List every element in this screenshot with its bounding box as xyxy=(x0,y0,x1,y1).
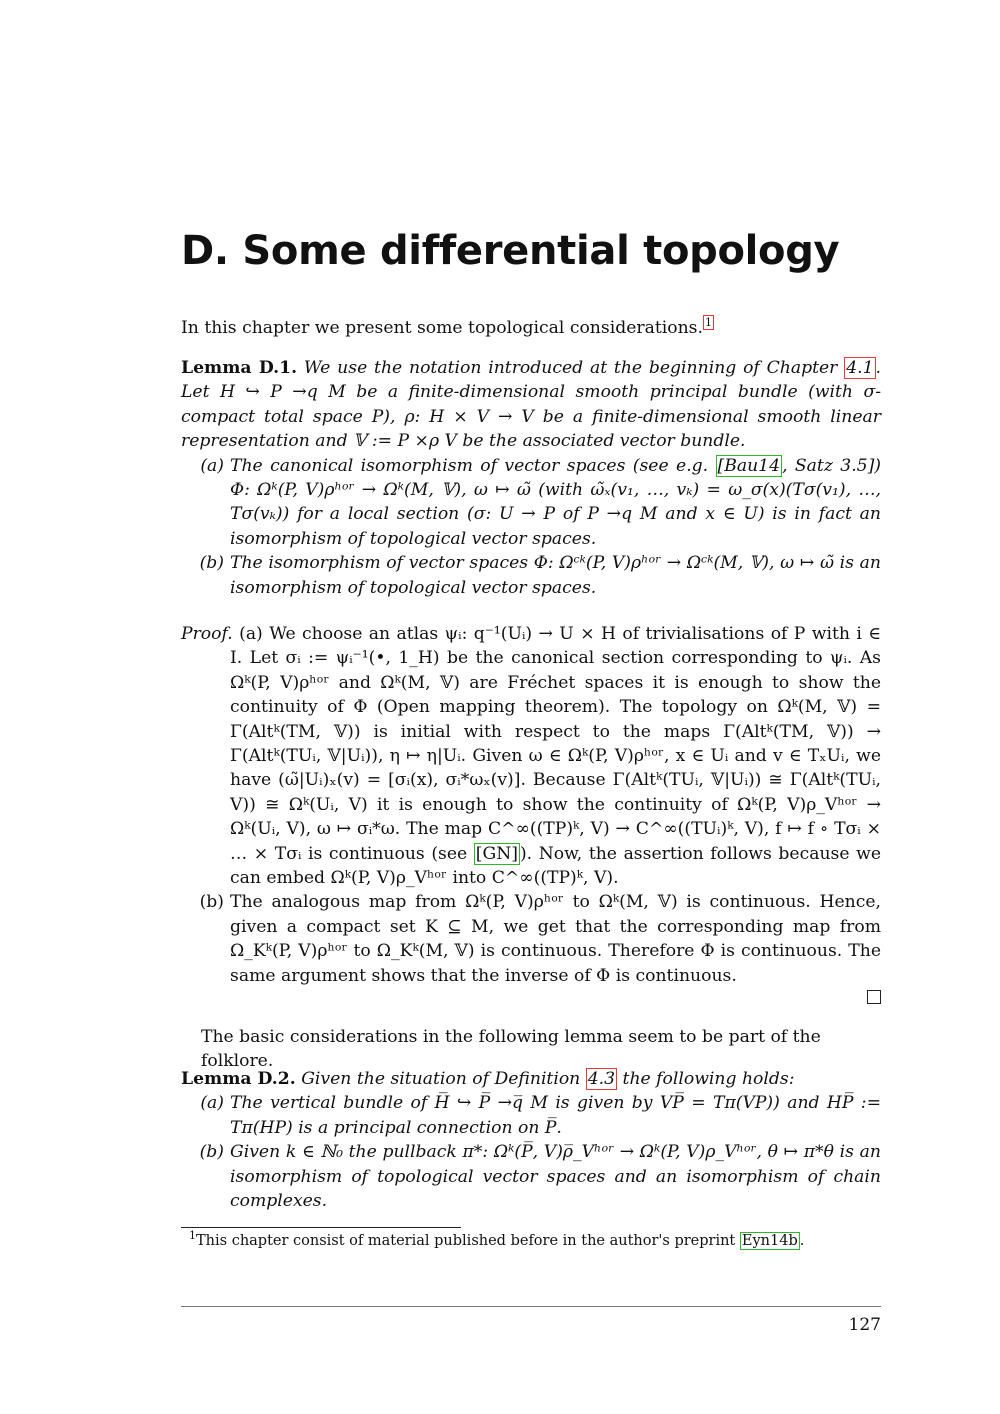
citation-gn-link[interactable]: [GN] xyxy=(475,843,518,864)
lemma-d1-item-b-text: The isomorphism of vector spaces Φ: Ωᶜᵏ(P, V)ρʰᵒʳ → Ωᶜᵏ(M, 𝕍), ω ↦ ω̃ is an isomorphism of topological vector spaces. xyxy=(230,553,881,598)
lemma-d2-item-b-text: Given k ∈ ℕ₀ the pullback π*: Ωᵏ(P̅, V)ρ̅_Vʰᵒʳ → Ωᵏ(P, V)ρ_Vʰᵒʳ, θ ↦ π*θ is an isomorphism of topological vector spaces and an isomorphism of chain complexes. xyxy=(230,1142,881,1212)
citation-eyn14b-link[interactable]: Eyn14b xyxy=(741,1233,798,1249)
definition-ref-link[interactable]: 4.3 xyxy=(587,1069,616,1089)
intro-text: In this chapter we present some topological considerations. xyxy=(181,318,703,338)
citation-bau14-link[interactable]: [Bau14 xyxy=(717,455,781,476)
proof-item-b-text: The analogous map from Ωᵏ(P, V)ρʰᵒʳ to Ωᵏ(M, 𝕍) is continuous. Hence, given a compact set K ⊆ M, we get that the corresponding map from Ω_Kᵏ(P, V)ρʰᵒʳ to Ω_Kᵏ(M, 𝕍) is continuous. Therefore Φ is continuous. The same argument shows that the inverse of Φ is continuous. xyxy=(230,892,881,986)
proof-heading: Proof. xyxy=(181,624,233,644)
lemma-d1-statement xyxy=(181,356,881,454)
footnote-text: This chapter consist of material published before in the author's preprint xyxy=(196,1233,736,1249)
chapter-title: D. Some differential topology xyxy=(181,228,840,274)
qed-symbol xyxy=(867,990,881,1004)
item-label: (a) xyxy=(200,455,224,476)
proof-item-a-label: (a) xyxy=(239,624,263,644)
footnote-rule xyxy=(181,1227,461,1228)
lemma-d2-body: Given the situation of Definition xyxy=(301,1069,581,1089)
proof-item-a-text: We choose an atlas ψᵢ: q⁻¹(Uᵢ) → U × H of trivialisations of P with i ∈ I. Let σᵢ := ψᵢ⁻¹(•, 1_H) be the canonical section corresponding to ψᵢ. As Ωᵏ(P, V)ρʰᵒʳ and Ωᵏ(M, 𝕍) are Fréchet spaces it is enough to show the continuity of Φ (Open mapping theorem). The topology on Ωᵏ(M, 𝕍) = Γ(Altᵏ(TM, 𝕍)) is initial with respect to the maps Γ(Altᵏ(TM, 𝕍)) → Γ(Altᵏ(TUᵢ, 𝕍|Uᵢ)), η ↦ η|Uᵢ. Given ω ∈ Ωᵏ(P, V)ρʰᵒʳ, x ∈ Uᵢ and v ∈ TₓUᵢ, we have (ω̃|Uᵢ)ₓ(v) = [σᵢ(x), σᵢ*ωₓ(v)]. Because Γ(Altᵏ(TUᵢ, 𝕍|Uᵢ)) ≅ Γ(Altᵏ(TUᵢ, V)) ≅ Ωᵏ(Uᵢ, V) it is enough to show the continuity of Ωᵏ(P, V)ρ_Vʰᵒʳ → Ωᵏ(Uᵢ, V), ω ↦ σᵢ*ω. The map C^∞((TP)ᵏ, V) → C^∞((TUᵢ)ᵏ, V), f ↦ f ∘ Tσᵢ × … × Tσᵢ is continuous (see xyxy=(230,624,881,864)
lemma-d2-body-cont: the following holds: xyxy=(622,1069,795,1089)
item-label: (b) xyxy=(199,553,224,574)
item-label: (b) xyxy=(199,892,224,913)
lemma-d1-heading: Lemma D.1. xyxy=(181,358,298,378)
footnote xyxy=(189,1231,881,1251)
footer-rule xyxy=(181,1306,881,1307)
proof xyxy=(181,622,881,988)
item-label: (a) xyxy=(200,1093,224,1114)
footnote-mark: 1 xyxy=(189,1229,196,1243)
lemma-d2-heading: Lemma D.2. xyxy=(181,1069,296,1089)
lemma-d1-item-b xyxy=(181,551,881,600)
intro-paragraph xyxy=(181,316,881,340)
lemma-d1-item-a xyxy=(181,454,881,552)
proof-item-b xyxy=(181,890,881,988)
lemma-d2-statement xyxy=(181,1067,881,1091)
lemma-d2-item-a xyxy=(181,1091,881,1140)
item-label: (b) xyxy=(199,1142,224,1163)
chapter-ref-link[interactable]: 4.1 xyxy=(846,358,874,378)
folklore-sentence: The basic considerations in the following lemma seem to be part of the folklore. xyxy=(201,1027,821,1071)
lemma-d1 xyxy=(181,356,881,600)
proof-item-a-text-cont: ). Now, the assertion follows because we can embed Ωᵏ(P, V)ρ_Vʰᵒʳ into C^∞((TP)ᵏ, V). xyxy=(230,843,881,889)
lemma-d1-body-cont: . Let H ↪ P →q M be a finite-dimensional smooth principal bundle (with σ-compact total space P), ρ: H × V → V be a finite-dimensional smooth linear representation and 𝕍 := P ×ρ V be the associated vector bundle. xyxy=(181,358,882,452)
lemma-d2 xyxy=(181,1067,881,1213)
lemma-d1-item-a-text: The canonical isomorphism of vector spaces (see e.g. xyxy=(230,455,709,476)
lemma-d1-item-a-text-cont: , Satz 3.5]) Φ: Ωᵏ(P, V)ρʰᵒʳ → Ωᵏ(M, 𝕍), ω ↦ ω̃ (with ω̃ₓ(v₁, …, vₖ) = ω_σ(x)(Tσ(v₁), …, Tσ(vₖ)) for a local section (σ: U → P of P →q M and x ∈ U) is in fact an isomorphism of topological vector spaces. xyxy=(230,455,882,549)
lemma-d1-body: We use the notation introduced at the beginning of Chapter xyxy=(303,358,838,378)
footnote-end: . xyxy=(799,1233,805,1249)
lemma-d2-item-a-text: The vertical bundle of H̅ ↪ P̅ →q̅ M is given by VP̅ = Tπ(VP)) and HP̅ := Tπ(HP) is a principal connection on P̅. xyxy=(230,1093,881,1138)
page-number: 127 xyxy=(848,1315,881,1335)
footnote-marker-link[interactable]: 1 xyxy=(704,316,712,330)
proof-item-a xyxy=(181,622,881,890)
lemma-d2-item-b xyxy=(181,1140,881,1213)
